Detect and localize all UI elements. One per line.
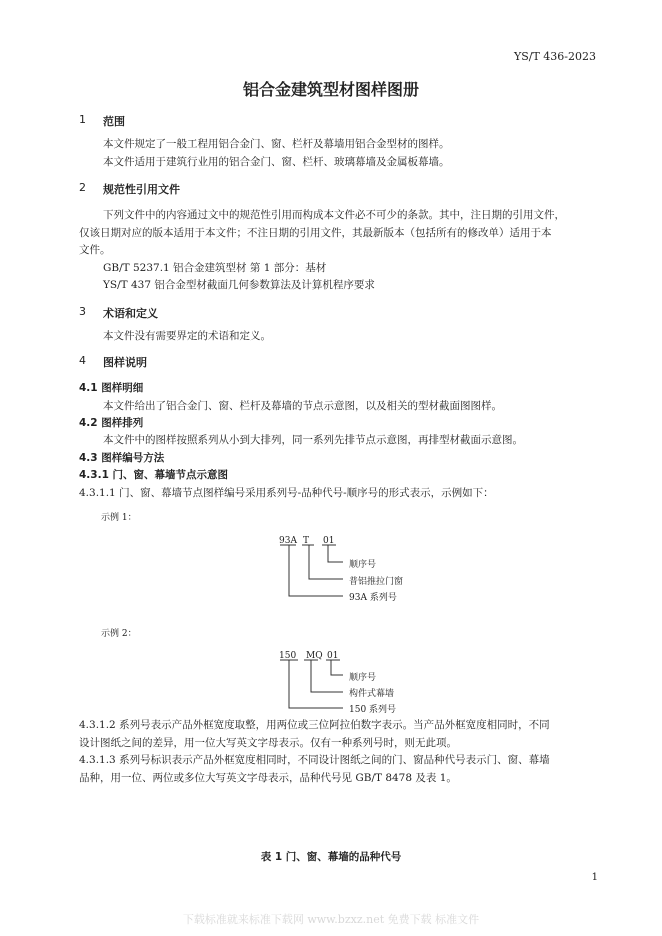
subsection-4-2-title: 4.2 图样排列 bbox=[79, 417, 144, 429]
clause-4-3-1-2-line-2: 设计图纸之间的差异，用一位大写英文字母表示。仅有一种系列号时，则无此项。 bbox=[79, 737, 457, 749]
section-1-paragraph-2: 本文件适用于建筑行业用的铝合金门、窗、栏杆、玻璃幕墙及金属板幕墙。 bbox=[103, 156, 450, 168]
section-1-number: 1 bbox=[79, 113, 86, 126]
example-2-sequence-note: 顺序号 bbox=[349, 673, 377, 683]
section-2-number: 2 bbox=[79, 181, 86, 194]
normative-reference-2: YS/T 437 铝合金型材截面几何参数算法及计算机程序要求 bbox=[103, 279, 375, 291]
example-2-type-bracket bbox=[304, 660, 343, 692]
subsection-4-2-text: 本文件中的图样按照系列从小到大排列，同一系列先排节点示意图，再排型材截面示意图。 bbox=[103, 434, 523, 446]
section-1-title: 范围 bbox=[103, 115, 125, 128]
clause-4-3-1-3-line-1: 4.3.1.3 系列号标识表示产品外框宽度相同时，不同设计图纸之间的门、窗品种代号表示门、窗、幕墙 bbox=[79, 754, 550, 766]
section-3-paragraph: 本文件没有需要界定的术语和定义。 bbox=[103, 330, 271, 342]
section-4-number: 4 bbox=[79, 354, 86, 367]
section-2-title: 规范性引用文件 bbox=[103, 183, 180, 196]
clause-4-3-1-3-line-2: 品种，用一位、两位或多位大写英文字母表示，品种代号见 GB/T 8478 及表 1。 bbox=[79, 772, 457, 784]
table-1-caption: 表 1 门、窗、幕墙的品种代号 bbox=[260, 851, 402, 863]
section-2-paragraph-line-2: 仅该日期对应的版本适用于本文件；不注日期的引用文件，其最新版本（包括所有的修改单）适用于本 bbox=[79, 227, 552, 239]
example-2-type-code: MQ bbox=[306, 651, 323, 661]
clause-4-3-1-2-line-1: 4.3.1.2 系列号表示产品外框宽度取整，用两位或三位阿拉伯数字表示。当产品外框宽度相同时，不同 bbox=[79, 719, 550, 731]
subsection-4-1-text: 本文件给出了铝合金门、窗、栏杆及幕墙的节点示意图，以及相关的型材截面图图样。 bbox=[103, 400, 502, 412]
example-2-sequence-code: 01 bbox=[327, 651, 339, 661]
example-2-sequence-bracket bbox=[326, 660, 343, 675]
example-1-type-bracket bbox=[302, 545, 343, 579]
footer-watermark: 下载标准就来标准下载网 www.bzxz.net 免费下载 标准文件 bbox=[182, 913, 480, 926]
example-2-type-note: 构件式幕墙 bbox=[349, 689, 395, 699]
example-2-series-bracket bbox=[280, 660, 343, 708]
subsection-4-3-1-title: 4.3.1 门、窗、幕墙节点示意图 bbox=[79, 469, 229, 481]
document-title: 铝合金建筑型材图样图册 bbox=[242, 80, 419, 99]
example-2-label: 示例 2： bbox=[101, 629, 137, 639]
example-1-series-note: 93A 系列号 bbox=[349, 593, 397, 603]
section-4-title: 图样说明 bbox=[103, 356, 147, 369]
section-3-number: 3 bbox=[79, 305, 86, 318]
example-1-series-code: 93A bbox=[279, 536, 297, 546]
section-1-paragraph-1: 本文件规定了一般工程用铝合金门、窗、栏杆及幕墙用铝合金型材的图样。 bbox=[103, 138, 450, 150]
example-1-type-code: T bbox=[303, 536, 310, 546]
subsection-4-3-title: 4.3 图样编号方法 bbox=[79, 452, 165, 464]
standard-code: YS/T 436-2023 bbox=[513, 50, 596, 63]
example-2-series-note: 150 系列号 bbox=[349, 705, 397, 715]
section-2-paragraph-line-3: 文件。 bbox=[79, 244, 111, 256]
example-1-sequence-code: 01 bbox=[323, 536, 335, 546]
normative-reference-1: GB/T 5237.1 铝合金建筑型材 第 1 部分：基材 bbox=[103, 262, 327, 274]
example-2-series-code: 150 bbox=[279, 651, 297, 661]
example-1-sequence-note: 顺序号 bbox=[349, 560, 377, 570]
example-1-label: 示例 1： bbox=[101, 513, 137, 523]
subsection-4-1-title: 4.1 图样明细 bbox=[79, 382, 144, 394]
section-2-paragraph-line-1: 下列文件中的内容通过文中的规范性引用而构成本文件必不可少的条款。其中，注日期的引用文件， bbox=[103, 209, 565, 221]
section-3-title: 术语和定义 bbox=[103, 307, 158, 320]
clause-4-3-1-1-text: 4.3.1.1 门、窗、幕墙节点图样编号采用系列号-品种代号-顺序号的形式表示，示例如下： bbox=[79, 487, 494, 499]
example-1-sequence-bracket bbox=[322, 545, 343, 562]
page-number: 1 bbox=[591, 872, 598, 883]
example-1-type-note: 普铝推拉门窗 bbox=[349, 577, 404, 587]
example-1-series-bracket bbox=[280, 545, 343, 596]
